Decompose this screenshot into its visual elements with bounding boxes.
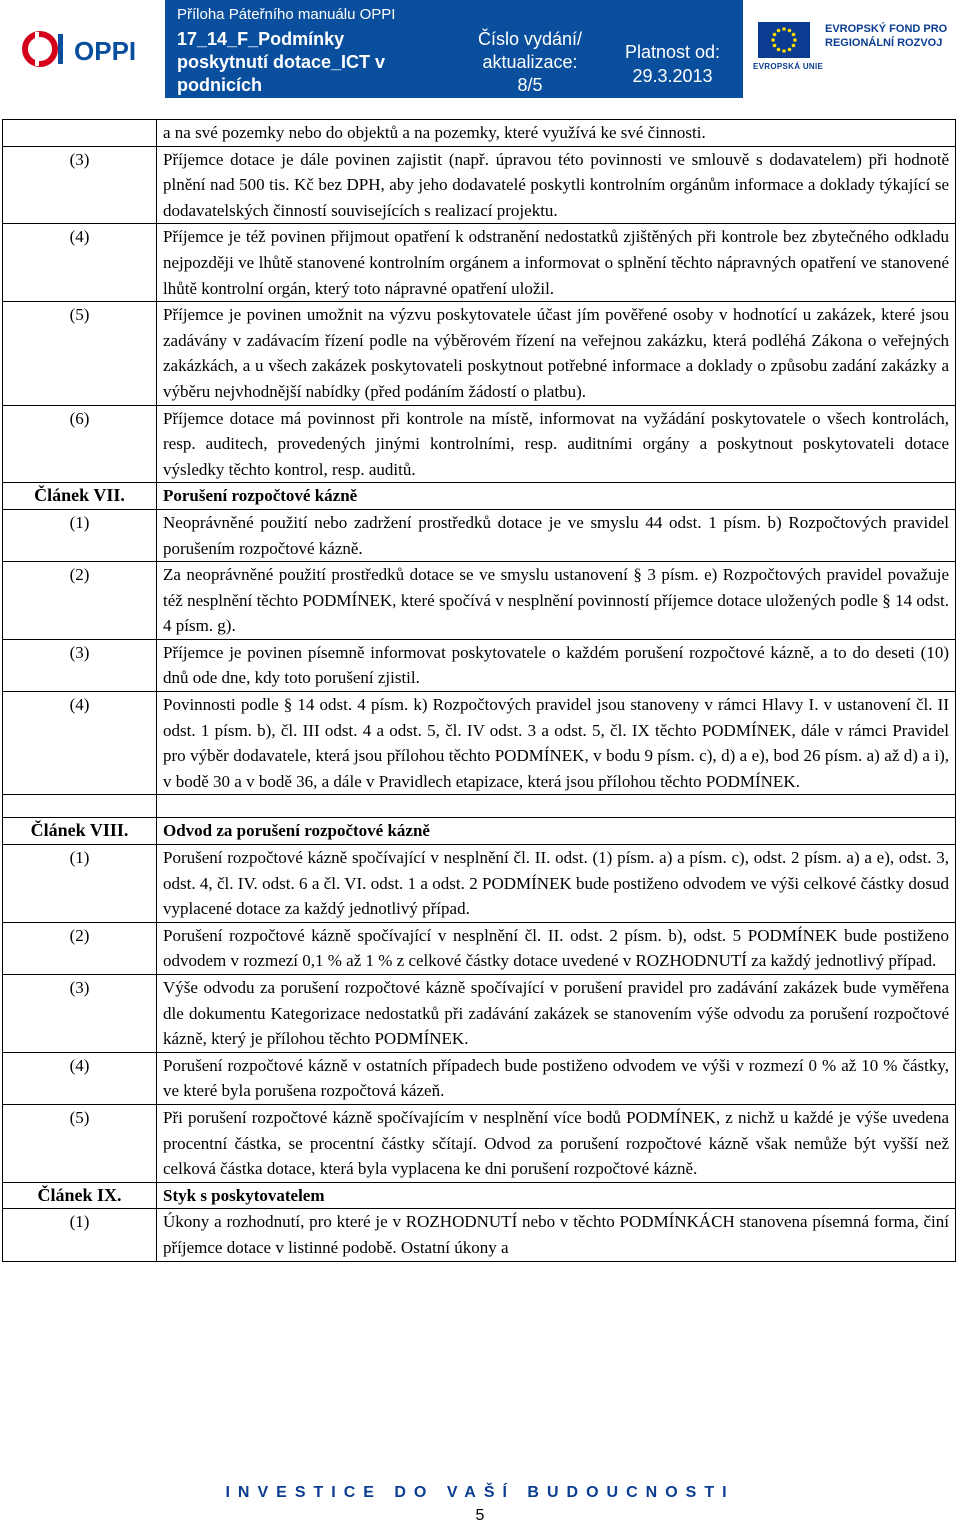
paragraph-text: Neoprávněné použití nebo zadržení prostředků dotace je ve smyslu 44 odst. 1 písm. b) Rozpočtových pravidel porušením rozpočtové kázně. (163, 512, 949, 558)
document-header (0, 0, 960, 100)
paragraph-text: Příjemce je povinen písemně informovat poskytovatele o každém porušení rozpočtové kázně, a to do deseti (10) dnů ode dne, kdy toto porušení zjistil. (163, 642, 949, 688)
paragraph-row (2, 510, 956, 562)
paragraph-row (2, 795, 956, 818)
paragraph-text: Porušení rozpočtové kázně spočívající v nesplnění čl. II. odst. 2 písm. b), odst. 5 PODMÍNEK bude postiženo odvodem v rozmezí 0,1 % až 1 % z celkové částky dotace uvedené v ROZHODNUTÍ za každý jednotlivý případ. (163, 925, 949, 971)
paragraph-text: Příjemce dotace má povinnost při kontrole na místě, informovat na vyžádání poskytovatele o všech kontrolách, resp. auditech, provedených jinými kontrolními, resp. auditními orgány a poskytnout poskytovateli dotace výsledky těchto kontrol, resp. auditů. (163, 408, 949, 479)
footer-slogan: INVESTICE DO VAŠÍ BUDOUCNOSTI (225, 1484, 735, 1501)
paragraph-row (2, 147, 956, 225)
validity-value: 29.3.2013 (632, 66, 713, 86)
conditions-table (2, 119, 956, 1262)
paragraph-number: (3) (69, 978, 90, 997)
issue-label: Číslo vydání/ aktualizace: (477, 29, 583, 72)
paragraph-row (2, 845, 956, 923)
paragraph-number: (3) (69, 642, 90, 662)
article-number: Článek IX. (37, 1184, 122, 1205)
oppi-logo-area (0, 0, 165, 98)
document-title: 17_14_F_Podmínky poskytnutí dotace_ICT v podnicích (177, 29, 386, 95)
svg-text:OPPI: OPPI (74, 36, 137, 66)
validity-block (605, 40, 740, 88)
paragraph-row (2, 640, 956, 692)
paragraph-row (2, 923, 956, 975)
oppi-logo-icon (22, 26, 162, 72)
paragraph-row (2, 120, 956, 147)
paragraph-row (2, 1209, 956, 1261)
paragraph-text (163, 795, 949, 817)
paragraph-row (2, 562, 956, 640)
article-number: Článek VII. (34, 485, 125, 506)
article-title: Odvod za porušení rozpočtové kázně (163, 821, 430, 841)
paragraph-text: a na své pozemky nebo do objektů a na pozemky, které využívá ke své činnosti. (163, 123, 706, 142)
article-heading-row (2, 483, 956, 510)
paragraph-number: (4) (69, 227, 90, 247)
paragraph-number: (1) (69, 848, 90, 868)
paragraph-number: (6) (69, 408, 90, 428)
paragraph-row (2, 1105, 956, 1183)
paragraph-text: Porušení rozpočtové kázně spočívající v nesplnění čl. II. odst. (1) písm. a) a písm. c), odst. 2 písm. a) a e), odst. 3, odst. 4, čl. IV. odst. 6 a čl. VI. odst. 1 a odst. 2 PODMÍNEK bude postiženo odvodem ve výši celkové částky dosud vyplacené dotace za každý jednotlivý případ. (163, 848, 949, 919)
paragraph-number: (3) (69, 149, 90, 169)
paragraph-row (2, 224, 956, 302)
header-info-band (165, 0, 743, 98)
paragraph-text: Výše odvodu za porušení rozpočtové kázně spočívající v porušení pravidel pro zadávání zakázek bude vyměřena dle dokumentu Kategorizace nedostatků při zadávání zakázek se stanovením výše odvodu za porušení rozpočtové kázně, který je přílohou těchto PODMÍNEK. (163, 978, 949, 1049)
eu-flag-icon (758, 22, 810, 58)
paragraph-number: (2) (69, 565, 90, 585)
paragraph-row (2, 406, 956, 484)
issue-block (470, 28, 590, 97)
validity-label: Platnost od: (624, 42, 721, 62)
paragraph-row (2, 692, 956, 795)
paragraph-text: Porušení rozpočtové kázně v ostatních případech bude postiženo odvodem ve výši v rozmezí 0 % až 10 % částky, ve které byla porušena rozpočtová kázeň. (163, 1055, 949, 1101)
article-heading-row (2, 818, 956, 845)
paragraph-text: Při porušení rozpočtové kázně spočívajícím v nesplnění více bodů PODMÍNEK, z nichž u každé je výše uvedena procentní částka, se procentní částky sčítají. Odvod za porušení rozpočtové kázně však nemůže být vyšší než celková částka dotace, která byla vyplacena ke dni porušení rozpočtové kázně. (163, 1107, 949, 1179)
eu-caption: EVROPSKÁ UNIE (753, 62, 824, 71)
paragraph-row (2, 975, 956, 1053)
paragraph-number: (1) (69, 1212, 90, 1232)
header-subtitle: Příloha Páteřního manuálu OPPI (177, 6, 396, 23)
paragraph-text: Za neoprávněné použití prostředků dotace se ve smyslu ustanovení § 3 písm. e) Rozpočtových pravidel považuje též nesplnění těchto PODMÍNEK, které spočívá v nesplnění povinností příjemce dotace uložených podle § 14 odst. 4 písm. g). (163, 565, 949, 636)
paragraph-number: (1) (69, 512, 90, 532)
eu-logo-area (743, 0, 960, 98)
article-heading-row (2, 1183, 956, 1210)
issue-value: 8/5 (517, 75, 543, 95)
paragraph-text: Úkony a rozhodnutí, pro které je v ROZHODNUTÍ nebo v těchto PODMÍNKÁCH stanovena písemná forma, činí příjemce dotace v listinné podobě. Ostatní úkony a (163, 1212, 949, 1257)
paragraph-number: (2) (69, 925, 90, 945)
paragraph-row (2, 302, 956, 405)
article-title: Porušení rozpočtové kázně (163, 486, 358, 506)
page-number: 5 (475, 1507, 485, 1524)
paragraph-text: Příjemce je též povinen přijmout opatření k odstranění nedostatků zjištěných při kontrole bez zbytečného odkladu nejpozději ve lhůtě stanovené kontrolním orgánem a informovat o splnění těchto nápravných opatření ve stanovené lhůtě kontrolní orgán, který toto nápravné opatření uložil. (163, 227, 949, 298)
paragraph-text: Příjemce dotace je dále povinen zajistit (např. úpravou této povinnosti ve smlouvě s dodavatelem) při hodnotě plnění nad 500 tis. Kč bez DPH, aby jeho dodavatelé poskytli kontrolním orgánům informace a doklady týkající se dodavatelských činností souvisejících s realizací projektu. (163, 149, 949, 220)
paragraph-number: (4) (69, 1055, 90, 1075)
paragraph-text: Příjemce je povinen umožnit na výzvu poskytovatele účast jím pověřené osoby v hodnotící u zakázek, které jsou zadávány v zadávacím řízení podle na výběrovém řízení na veřejnou zakázku, která podléhá Zákona o veřejných zakázkách, a u všech zakázek poskytovateli poskytnout potřebné informace a doklady o způsobu zadání zakázky a výběru nejvhodnější nabídky (před podáním žádostí o platbu). (163, 305, 949, 401)
paragraph-row (2, 1053, 956, 1105)
paragraph-number: (5) (69, 1107, 90, 1127)
paragraph-number: (5) (69, 305, 90, 325)
paragraph-text: Povinnosti podle § 14 odst. 4 písm. k) Rozpočtových pravidel jsou stanoveny v rámci Hlavy I. v ustanovení čl. II odst. 1 písm. b), čl. III odst. 4 a odst. 5, čl. IV odst. 3 a odst. 5, čl. IX těchto PODMÍNEK, dále v rámci Pravidel pro výběr dodavatele, která jsou přílohou těchto PODMÍNEK, v bodu 9 písm. c), d) a e), bod 26 písm. a) až d) a i), v bodě 30 a v bodě 36, a dále v Pravidlech etapizace, která jsou přílohou těchto PODMÍNEK. (163, 695, 949, 791)
article-number: Článek VIII. (30, 820, 129, 841)
erdf-text: EVROPSKÝ FOND PRO REGIONÁLNÍ ROZVOJ (825, 23, 948, 49)
paragraph-number: (4) (69, 695, 90, 715)
article-title: Styk s poskytovatelem (163, 1185, 325, 1205)
